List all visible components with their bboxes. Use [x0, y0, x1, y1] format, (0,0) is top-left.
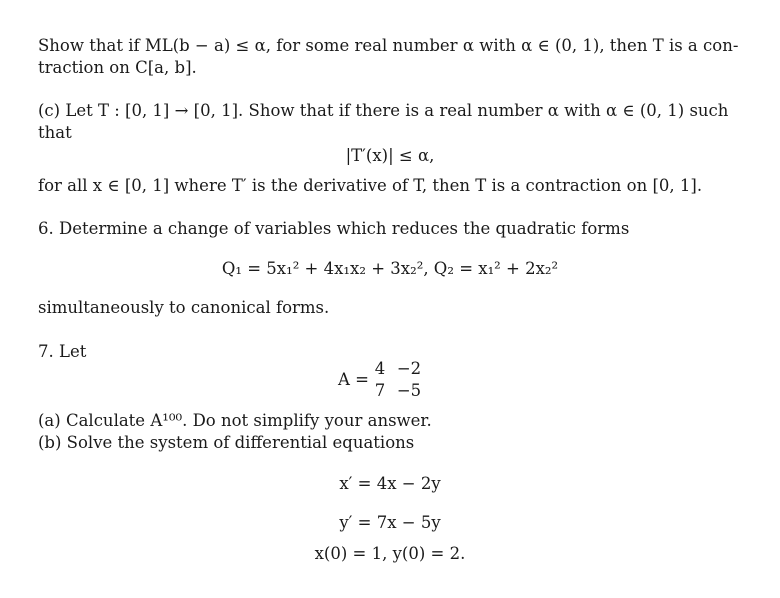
part-c-line-3: for all x ∈ [0, 1] where T′ is the derivative of T, then T is a contraction on [0, 1].: [38, 176, 703, 195]
paragraph-contraction-line-2: traction on C[a, b].: [38, 58, 197, 77]
ode-initial-conditions: x(0) = 1, y(0) = 2.: [314, 544, 466, 563]
part-c-display-inequality: |T′(x)| ≤ α,: [345, 146, 435, 165]
ode-equation-1: x′ = 4x − 2y: [339, 474, 441, 493]
part-c-line-2: that: [38, 123, 72, 142]
matrix-cell: −2: [396, 359, 422, 378]
matrix-cell: 4: [374, 359, 386, 378]
ode-equation-2: y′ = 7x − 5y: [339, 513, 441, 532]
question-6-line-2: simultaneously to canonical forms.: [38, 298, 330, 317]
question-6-quadratic-forms: Q₁ = 5x₁² + 4x₁x₂ + 3x₂², Q₂ = x₁² + 2x₂²: [221, 259, 559, 278]
paragraph-contraction-line-1: Show that if ML(b − a) ≤ α, for some real number α with α ∈ (0, 1), then T is a con-: [38, 36, 739, 55]
question-6-statement: 6. Determine a change of variables which reduces the quadratic forms: [38, 219, 630, 238]
matrix-label: A =: [338, 370, 369, 389]
question-7-part-a: (a) Calculate A¹⁰⁰. Do not simplify your answer.: [38, 411, 432, 430]
question-7-heading: 7. Let: [38, 342, 87, 361]
matrix-cell: −5: [396, 381, 422, 400]
matrix-cell: 7: [374, 381, 386, 400]
question-7-part-b: (b) Solve the system of differential equations: [38, 433, 415, 452]
part-c-line-1: (c) Let T : [0, 1] → [0, 1]. Show that if there is a real number α with α ∈ (0, 1) such: [38, 101, 729, 120]
